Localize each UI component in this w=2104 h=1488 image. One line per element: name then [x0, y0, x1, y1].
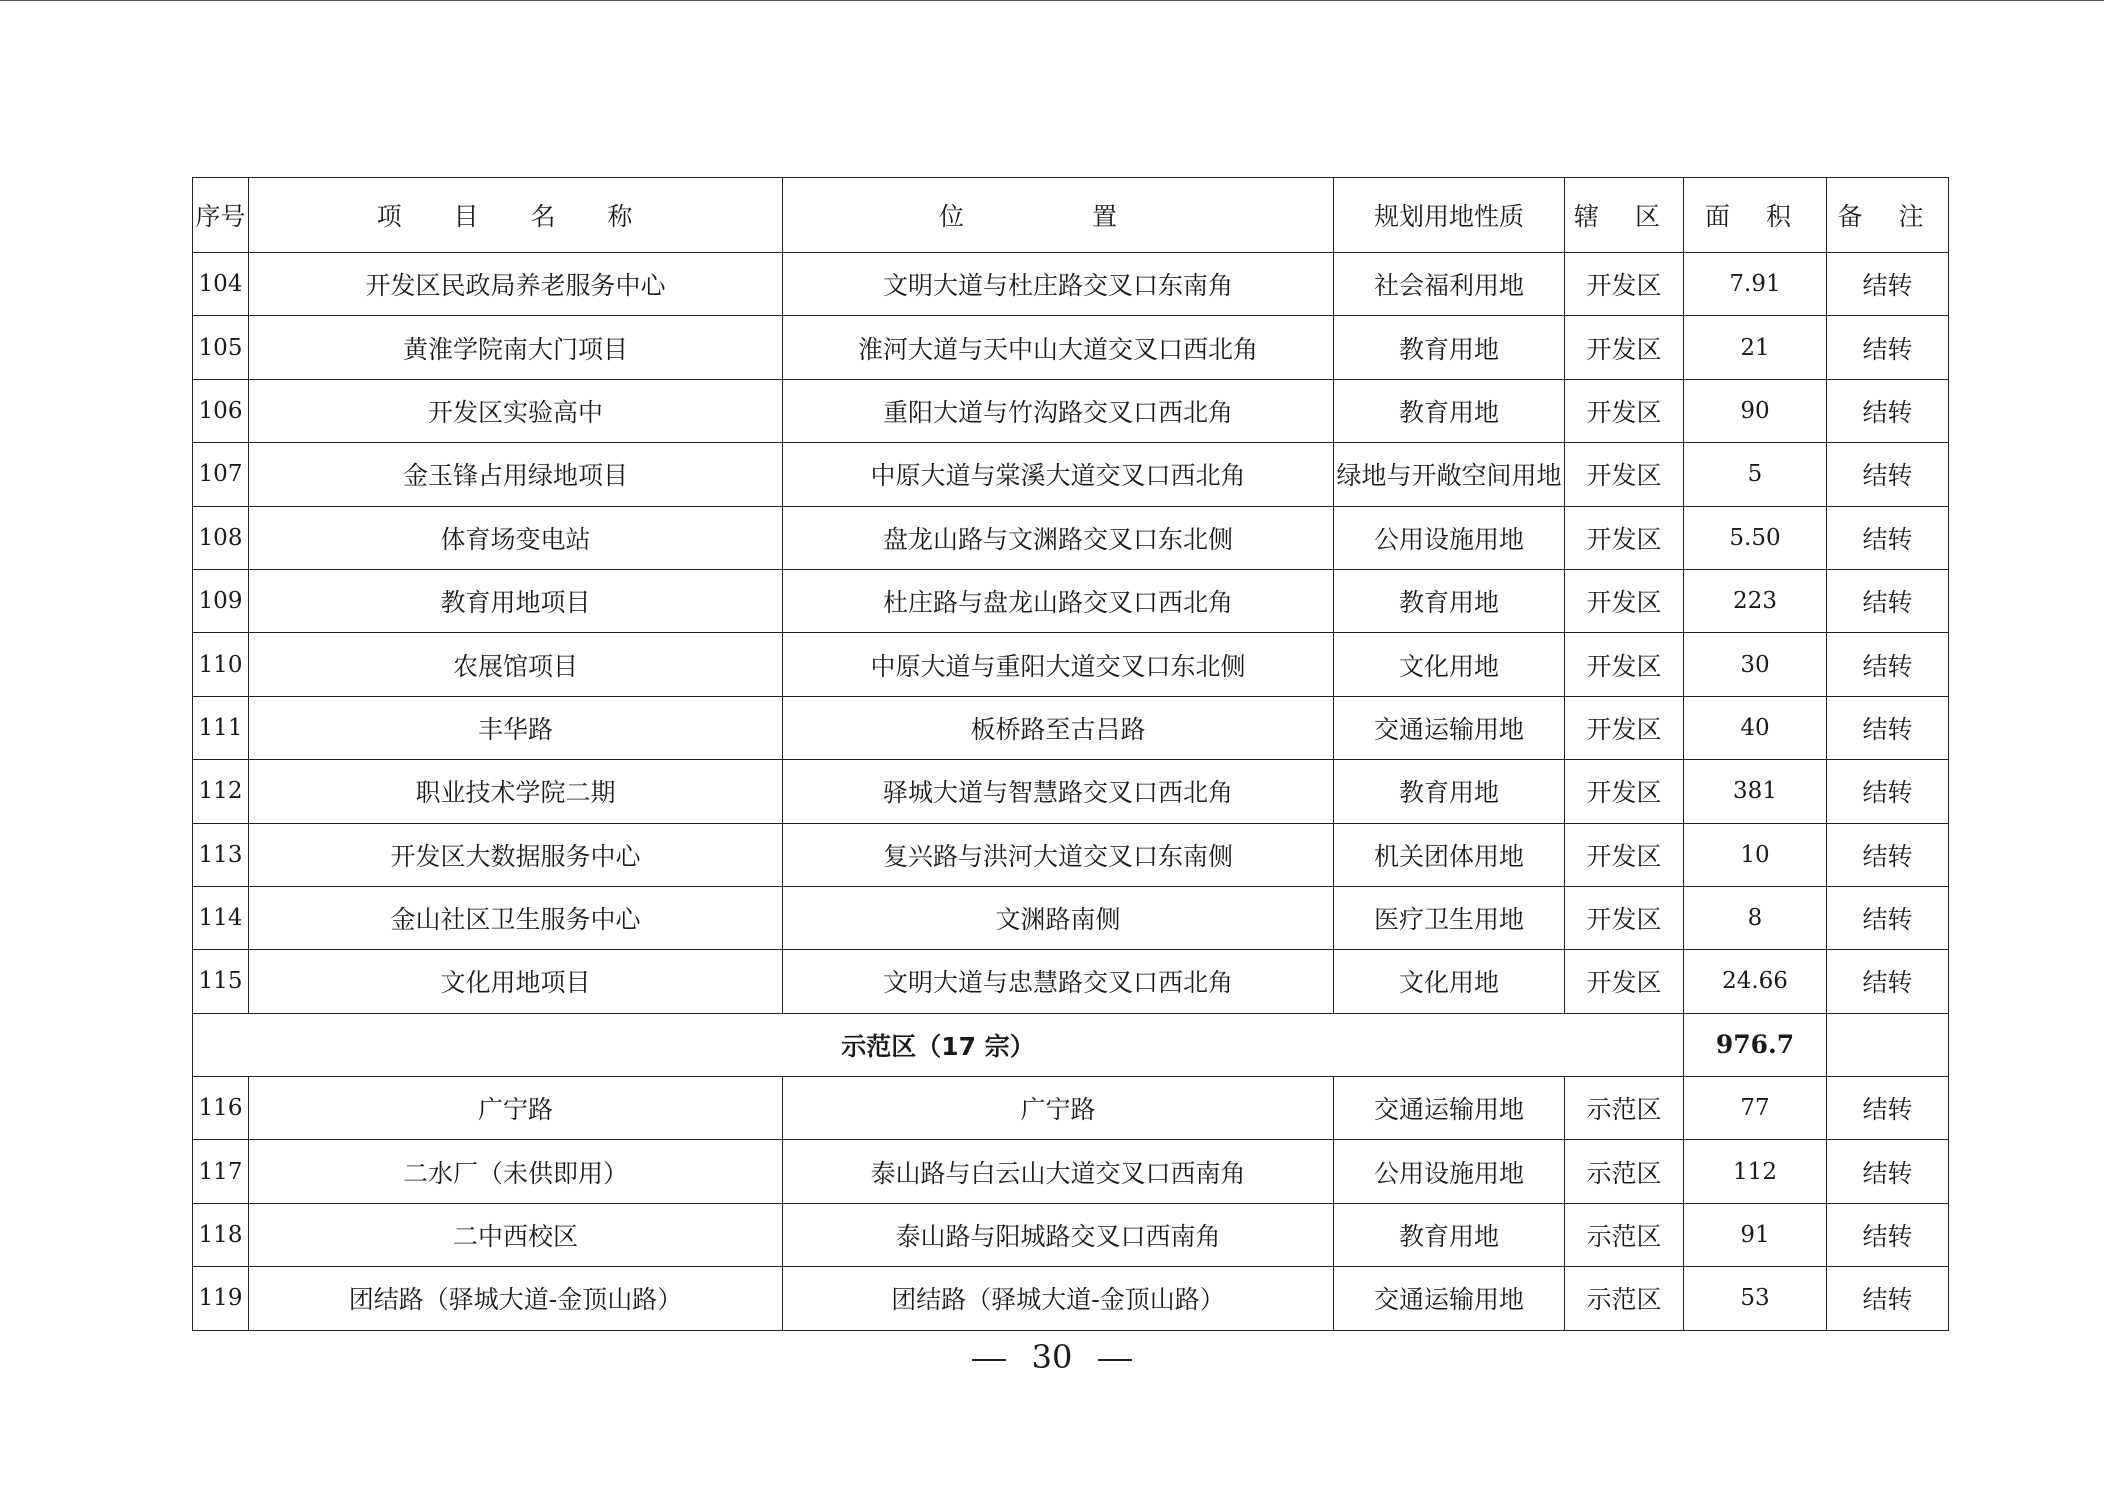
- cell-district: 开发区: [1565, 379, 1684, 442]
- cell-no: 112: [193, 760, 249, 823]
- table-row: [193, 1077, 1949, 1140]
- cell-district: 开发区: [1565, 316, 1684, 379]
- cell-name: 金玉锋占用绿地项目: [249, 443, 783, 506]
- cell-district: 开发区: [1565, 443, 1684, 506]
- cell-location: 文明大道与忠慧路交叉口西北角: [783, 950, 1334, 1013]
- cell-location: 泰山路与白云山大道交叉口西南角: [783, 1140, 1334, 1203]
- cell-district: 开发区: [1565, 760, 1684, 823]
- cell-land-use: 教育用地: [1334, 379, 1565, 442]
- table-row: [193, 760, 1949, 823]
- cell-location: 盘龙山路与文渊路交叉口东北侧: [783, 506, 1334, 569]
- table-header: [193, 178, 1949, 253]
- cell-land-use: 绿地与开敞空间用地: [1334, 443, 1565, 506]
- cell-remark: 结转: [1827, 760, 1949, 823]
- cell-name: 团结路（驿城大道-金顶山路）: [249, 1267, 783, 1330]
- cell-remark: 结转: [1827, 506, 1949, 569]
- table-row: [193, 633, 1949, 696]
- cell-land-use: 公用设施用地: [1334, 1140, 1565, 1203]
- cell-name: 丰华路: [249, 696, 783, 759]
- cell-name: 开发区大数据服务中心: [249, 823, 783, 886]
- cell-land-use: 文化用地: [1334, 633, 1565, 696]
- cell-no: 108: [193, 506, 249, 569]
- table-row: [193, 696, 1949, 759]
- cell-name: 开发区民政局养老服务中心: [249, 253, 783, 316]
- header-remark: 备 注: [1827, 178, 1949, 253]
- cell-location: 泰山路与阳城路交叉口西南角: [783, 1203, 1334, 1266]
- cell-district: 开发区: [1565, 253, 1684, 316]
- cell-name: 黄淮学院南大门项目: [249, 316, 783, 379]
- table-row: [193, 823, 1949, 886]
- table-row: [193, 1140, 1949, 1203]
- cell-no: 118: [193, 1203, 249, 1266]
- cell-land-use: 社会福利用地: [1334, 253, 1565, 316]
- table-row: [193, 253, 1949, 316]
- table-body: [193, 253, 1949, 1331]
- cell-name: 农展馆项目: [249, 633, 783, 696]
- cell-remark: 结转: [1827, 1267, 1949, 1330]
- cell-remark: 结转: [1827, 253, 1949, 316]
- cell-district: 示范区: [1565, 1203, 1684, 1266]
- cell-area: 381: [1684, 760, 1827, 823]
- table-row: [193, 379, 1949, 442]
- table-row: [193, 443, 1949, 506]
- cell-district: 示范区: [1565, 1077, 1684, 1140]
- cell-no: 117: [193, 1140, 249, 1203]
- cell-district: 开发区: [1565, 823, 1684, 886]
- cell-no: 116: [193, 1077, 249, 1140]
- header-district: 辖 区: [1565, 178, 1684, 253]
- cell-district: 开发区: [1565, 633, 1684, 696]
- header-no: 序号: [193, 178, 249, 253]
- cell-district: 开发区: [1565, 696, 1684, 759]
- cell-area: 90: [1684, 379, 1827, 442]
- cell-name: 教育用地项目: [249, 569, 783, 632]
- subtotal-remark: [1827, 1013, 1949, 1076]
- cell-district: 示范区: [1565, 1140, 1684, 1203]
- cell-land-use: 教育用地: [1334, 316, 1565, 379]
- cell-land-use: 教育用地: [1334, 569, 1565, 632]
- table-row: [193, 506, 1949, 569]
- page-footer: [0, 1338, 2104, 1376]
- cell-no: 111: [193, 696, 249, 759]
- subtotal-area: 976.7: [1684, 1013, 1827, 1076]
- cell-no: 109: [193, 569, 249, 632]
- cell-district: 开发区: [1565, 569, 1684, 632]
- cell-area: 40: [1684, 696, 1827, 759]
- table-row: [193, 1267, 1949, 1330]
- land-project-table: [192, 177, 1949, 1331]
- cell-land-use: 教育用地: [1334, 760, 1565, 823]
- cell-location: 广宁路: [783, 1077, 1334, 1140]
- header-name: 项 目 名 称: [249, 178, 783, 253]
- cell-remark: 结转: [1827, 1140, 1949, 1203]
- cell-location: 驿城大道与智慧路交叉口西北角: [783, 760, 1334, 823]
- cell-no: 119: [193, 1267, 249, 1330]
- cell-land-use: 医疗卫生用地: [1334, 886, 1565, 949]
- cell-area: 77: [1684, 1077, 1827, 1140]
- cell-name: 二水厂（未供即用）: [249, 1140, 783, 1203]
- cell-area: 10: [1684, 823, 1827, 886]
- cell-area: 223: [1684, 569, 1827, 632]
- subtotal-label: 示范区（17 宗）: [193, 1013, 1684, 1076]
- cell-location: 板桥路至古吕路: [783, 696, 1334, 759]
- top-border-line: [0, 0, 2104, 1]
- cell-land-use: 教育用地: [1334, 1203, 1565, 1266]
- cell-no: 113: [193, 823, 249, 886]
- cell-location: 中原大道与棠溪大道交叉口西北角: [783, 443, 1334, 506]
- cell-land-use: 交通运输用地: [1334, 696, 1565, 759]
- header-land-use: 规划用地性质: [1334, 178, 1565, 253]
- cell-area: 30: [1684, 633, 1827, 696]
- cell-no: 115: [193, 950, 249, 1013]
- table-row: [193, 950, 1949, 1013]
- cell-area: 21: [1684, 316, 1827, 379]
- cell-land-use: 文化用地: [1334, 950, 1565, 1013]
- cell-remark: 结转: [1827, 633, 1949, 696]
- cell-land-use: 交通运输用地: [1334, 1077, 1565, 1140]
- cell-area: 53: [1684, 1267, 1827, 1330]
- table-row: [193, 569, 1949, 632]
- cell-location: 文渊路南侧: [783, 886, 1334, 949]
- cell-name: 金山社区卫生服务中心: [249, 886, 783, 949]
- header-row: [193, 178, 1949, 253]
- page-dash-left: [972, 1359, 1006, 1361]
- cell-location: 团结路（驿城大道-金顶山路）: [783, 1267, 1334, 1330]
- cell-location: 文明大道与杜庄路交叉口东南角: [783, 253, 1334, 316]
- cell-district: 示范区: [1565, 1267, 1684, 1330]
- cell-remark: 结转: [1827, 823, 1949, 886]
- cell-no: 104: [193, 253, 249, 316]
- cell-area: 7.91: [1684, 253, 1827, 316]
- cell-remark: 结转: [1827, 443, 1949, 506]
- cell-remark: 结转: [1827, 379, 1949, 442]
- cell-district: 开发区: [1565, 506, 1684, 569]
- header-area: 面 积: [1684, 178, 1827, 253]
- subtotal-row: [193, 1013, 1949, 1076]
- cell-remark: 结转: [1827, 1077, 1949, 1140]
- cell-remark: 结转: [1827, 696, 1949, 759]
- cell-remark: 结转: [1827, 950, 1949, 1013]
- cell-name: 开发区实验高中: [249, 379, 783, 442]
- cell-location: 杜庄路与盘龙山路交叉口西北角: [783, 569, 1334, 632]
- cell-area: 91: [1684, 1203, 1827, 1266]
- page-number: 30: [1031, 1338, 1073, 1376]
- cell-name: 职业技术学院二期: [249, 760, 783, 823]
- page-dash-right: [1098, 1359, 1132, 1361]
- cell-no: 114: [193, 886, 249, 949]
- cell-name: 体育场变电站: [249, 506, 783, 569]
- cell-no: 105: [193, 316, 249, 379]
- cell-area: 5: [1684, 443, 1827, 506]
- cell-no: 107: [193, 443, 249, 506]
- cell-name: 二中西校区: [249, 1203, 783, 1266]
- cell-name: 广宁路: [249, 1077, 783, 1140]
- cell-land-use: 公用设施用地: [1334, 506, 1565, 569]
- cell-land-use: 机关团体用地: [1334, 823, 1565, 886]
- cell-name: 文化用地项目: [249, 950, 783, 1013]
- cell-district: 开发区: [1565, 950, 1684, 1013]
- cell-area: 112: [1684, 1140, 1827, 1203]
- cell-land-use: 交通运输用地: [1334, 1267, 1565, 1330]
- cell-remark: 结转: [1827, 569, 1949, 632]
- header-location: 位 置: [783, 178, 1334, 253]
- cell-area: 5.50: [1684, 506, 1827, 569]
- cell-location: 淮河大道与天中山大道交叉口西北角: [783, 316, 1334, 379]
- cell-no: 110: [193, 633, 249, 696]
- cell-location: 重阳大道与竹沟路交叉口西北角: [783, 379, 1334, 442]
- cell-remark: 结转: [1827, 316, 1949, 379]
- cell-no: 106: [193, 379, 249, 442]
- cell-area: 8: [1684, 886, 1827, 949]
- cell-area: 24.66: [1684, 950, 1827, 1013]
- table-row: [193, 886, 1949, 949]
- cell-remark: 结转: [1827, 1203, 1949, 1266]
- cell-district: 开发区: [1565, 886, 1684, 949]
- cell-remark: 结转: [1827, 886, 1949, 949]
- table-row: [193, 1203, 1949, 1266]
- cell-location: 中原大道与重阳大道交叉口东北侧: [783, 633, 1334, 696]
- cell-location: 复兴路与洪河大道交叉口东南侧: [783, 823, 1334, 886]
- table-row: [193, 316, 1949, 379]
